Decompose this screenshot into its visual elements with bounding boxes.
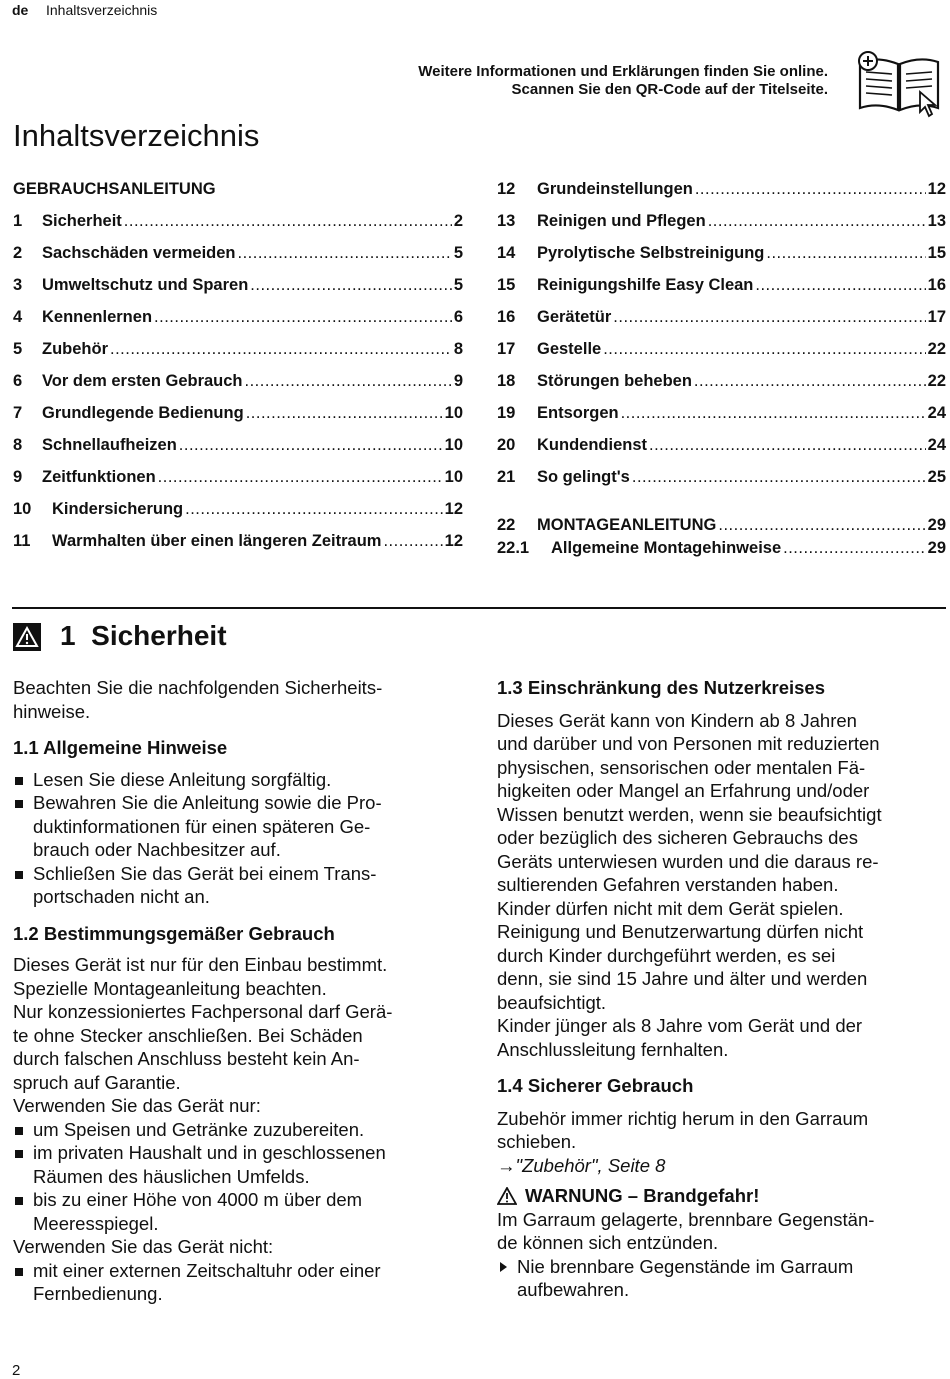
toc-entry-page: 22: [927, 340, 946, 358]
paragraph-line: beaufsichtigt.: [497, 991, 607, 1013]
bullet-line: portschaden nicht an.: [33, 886, 210, 907]
bullet-line: im privaten Haushalt und in geschlossenen: [33, 1142, 386, 1163]
toc-entry-label: Gerätetür: [537, 308, 612, 326]
toc-entry-page: 10: [444, 468, 463, 486]
warning-icon: [13, 623, 41, 651]
online-info: [418, 63, 828, 99]
heading-1-2: 1.2 Bestimmungsgemäßer Gebrauch: [13, 922, 335, 944]
toc-entry-page: 10: [444, 436, 463, 454]
bullet-item: [13, 1118, 463, 1142]
toc-entry-page: 10: [444, 404, 463, 422]
language-code: de: [12, 2, 29, 18]
toc-entry-number: 7: [13, 404, 23, 422]
toc-entry-label: Sicherheit: [42, 212, 122, 230]
bullet-item: [13, 1188, 463, 1235]
toc-entry[interactable]: [13, 308, 463, 330]
nouse-bullet-list: [13, 1259, 463, 1306]
toc-title: Inhaltsverzeichnis: [13, 118, 260, 153]
action-line: Nie brennbare Gegenstände im Garraum: [517, 1255, 854, 1277]
s13-paragraph-3: [497, 920, 947, 1014]
toc-dot-leader: [755, 276, 925, 295]
action-step: [497, 1255, 947, 1302]
toc-entry-number: 9: [13, 468, 23, 486]
warning-heading: [497, 1184, 947, 1208]
toc-entry-label: Allgemeine Montagehinweise: [551, 539, 782, 557]
toc-entry-number: 5: [13, 340, 23, 358]
toc-entry[interactable]: [497, 468, 946, 490]
toc-entry-number: 18: [497, 372, 516, 390]
toc-entry-number: 15: [497, 276, 516, 294]
toc-entry-label: Kennenlernen: [42, 308, 153, 326]
toc-left-heading: GEBRAUCHSANLEITUNG: [13, 180, 216, 198]
toc-entry[interactable]: [13, 532, 463, 554]
toc-entry-number: 8: [13, 436, 23, 454]
paragraph-line: Spezielle Montageanleitung beachten.: [13, 977, 327, 999]
heading-1-3: 1.3 Einschränkung des Nutzerkreises: [497, 677, 825, 698]
toc-dot-leader: [632, 468, 926, 487]
paragraph-line: und darüber und von Personen mit reduzierten: [497, 733, 880, 754]
book-info-icon: [854, 48, 944, 120]
toc-entry-number: 17: [497, 340, 516, 358]
bullet-line: Bewahren Sie die Anleitung sowie die Pro-: [33, 792, 382, 813]
toc-dot-leader: [718, 516, 925, 535]
toc-dot-leader: [649, 436, 926, 455]
section-divider: [12, 607, 946, 609]
toc-entry[interactable]: [13, 404, 463, 426]
toc-entry-label: Grundeinstellungen: [537, 180, 693, 198]
toc-entry-label: Sachschäden vermeiden: [42, 244, 236, 262]
toc-entry-label: Kundendienst: [537, 436, 647, 454]
toc-entry-page: 22: [927, 372, 946, 390]
toc-entry-page: 24: [927, 436, 946, 454]
toc-entry[interactable]: [497, 244, 946, 266]
toc-dot-leader: [179, 436, 443, 455]
s12-paragraph-1: [13, 953, 463, 1000]
toc-entry-number: 20: [497, 436, 516, 454]
paragraph-line: Kinder jünger als 8 Jahre vom Gerät und der: [497, 1015, 863, 1036]
use-intro: Verwenden Sie das Gerät nur:: [13, 1095, 261, 1116]
toc-entry[interactable]: [497, 308, 946, 330]
online-info-line2: Scannen Sie den QR-Code auf der Titelseite.: [511, 81, 828, 98]
s13-paragraph-2: [497, 897, 947, 921]
paragraph-line: Reinigung und Benutzerwartung dürfen nicht: [497, 921, 864, 942]
toc-entry-label: Grundlegende Bedienung: [42, 404, 244, 422]
toc-dot-leader: [158, 468, 443, 487]
toc-entry-number: 16: [497, 308, 516, 326]
toc-entry[interactable]: [497, 404, 946, 426]
nouse-intro: Verwenden Sie das Gerät nicht:: [13, 1236, 274, 1257]
bullet-line: um Speisen und Getränke zuzubereiten.: [33, 1118, 365, 1140]
toc-dot-leader: [783, 539, 926, 558]
toc-entry[interactable]: [13, 340, 463, 362]
intro-line2: hinweise.: [13, 700, 91, 722]
toc-entry-number: 6: [13, 372, 23, 390]
toc-entry[interactable]: [497, 436, 946, 458]
toc-entry-number: 10: [13, 500, 32, 518]
paragraph-line: Dieses Gerät kann von Kindern ab 8 Jahren: [497, 709, 857, 731]
toc-entry-label: Pyrolytische Selbstreinigung: [537, 244, 765, 262]
toc-entry-number: 4: [13, 308, 23, 326]
toc-entry[interactable]: [497, 516, 946, 538]
toc-entry-label: Reinigen und Pflegen: [537, 212, 706, 230]
toc-entry[interactable]: [13, 212, 463, 234]
toc-entry-number: 12: [497, 180, 516, 198]
toc-entry[interactable]: [13, 468, 463, 490]
toc-entry-label: Schnellaufheizen: [42, 436, 177, 454]
toc-entry-page: 5: [453, 276, 463, 294]
toc-dot-leader: [694, 372, 926, 391]
toc-entry-page: 9: [453, 372, 463, 390]
toc-entry-page: 12: [444, 532, 463, 550]
warning-action: [497, 1255, 947, 1302]
toc-entry-page: 13: [927, 212, 946, 230]
toc-entry[interactable]: [13, 276, 463, 298]
toc-entry-label: Störungen beheben: [537, 372, 692, 390]
toc-dot-leader: [185, 500, 443, 519]
toc-dot-leader: [613, 308, 925, 327]
warning-text: [497, 1208, 947, 1255]
toc-entry[interactable]: [497, 539, 946, 561]
paragraph-line: Geräts unterwiesen wurden und die daraus re-: [497, 850, 879, 872]
bullet-item: [13, 768, 463, 792]
toc-entry-page: 15: [927, 244, 946, 262]
toc-entry-label: Gestelle: [537, 340, 602, 358]
paragraph-line: sultierenden Gefahren verstanden haben.: [497, 874, 839, 895]
toc-entry-label: Reinigungshilfe Easy Clean: [537, 276, 754, 294]
toc-entry[interactable]: [13, 244, 463, 266]
toc-dot-leader: [245, 372, 452, 391]
paragraph-line: durch falschen Anschluss besteht kein An-: [13, 1048, 360, 1069]
toc-entry[interactable]: [497, 340, 946, 362]
paragraph-line: oder bezüglich des sicheren Gebrauchs des: [497, 827, 858, 848]
bullet-line: brauch oder Nachbesitzer auf.: [33, 839, 281, 860]
toc-entry-page: 12: [444, 500, 463, 518]
paragraph-line: Zubehör immer richtig herum in den Garraum: [497, 1107, 869, 1129]
toc-entry[interactable]: [497, 372, 946, 394]
toc-entry[interactable]: [13, 500, 463, 522]
page-number: 2: [12, 1362, 21, 1379]
bullet-line: bis zu einer Höhe von 4000 m über dem: [33, 1189, 363, 1210]
section-title-text: Sicherheit: [91, 620, 227, 651]
toc-dot-leader: [250, 276, 452, 295]
bullet-item: [13, 1141, 463, 1188]
s11-bullet-list: [13, 768, 463, 909]
toc-entry-label: Umweltschutz und Sparen: [42, 276, 249, 294]
bullet-line: Schließen Sie das Gerät bei einem Trans-: [33, 862, 377, 884]
bullet-line: Lesen Sie diese Anleitung sorgfältig.: [33, 768, 332, 790]
toc-entry-number: 14: [497, 244, 516, 262]
toc-dot-leader: [110, 340, 452, 359]
warning-line: Im Garraum gelagerte, brennbare Gegenstän-: [497, 1208, 875, 1230]
paragraph-line: te ohne Stecker anschließen. Bei Schäden: [13, 1024, 363, 1046]
toc-entry[interactable]: [13, 436, 463, 458]
toc-entry-number: 1: [13, 212, 23, 230]
paragraph-line: physischen, sensorischen oder mentalen Fä-: [497, 756, 866, 778]
toc-entry-page: 25: [927, 468, 946, 486]
toc-entry[interactable]: [497, 212, 946, 234]
toc-dot-leader: [766, 244, 925, 263]
bullet-line: mit einer externen Zeitschaltuhr oder einer: [33, 1259, 381, 1281]
toc-entry-number: 22.1: [497, 539, 530, 557]
online-info-line1: Weitere Informationen und Erklärungen finden Sie online.: [418, 63, 828, 80]
bullet-line: duktinformationen für einen späteren Ge-: [33, 815, 371, 837]
toc-dot-leader: [246, 404, 443, 423]
toc-entry-page: 24: [927, 404, 946, 422]
heading-1-4: 1.4 Sicherer Gebrauch: [497, 1075, 694, 1096]
bullet-item: [13, 791, 463, 862]
paragraph-line: Wissen benutzt werden, wenn sie beaufsichtigt: [497, 803, 882, 825]
toc-entry-label: MONTAGEANLEITUNG: [537, 516, 717, 534]
bullet-item: [13, 862, 463, 909]
toc-entry-number: 13: [497, 212, 516, 230]
toc-entry-page: 17: [927, 308, 946, 326]
bullet-item: [13, 1259, 463, 1306]
paragraph-line: schieben.: [497, 1131, 577, 1152]
toc-dot-leader: [603, 340, 925, 359]
heading-1-1: 1.1 Allgemeine Hinweise: [13, 737, 228, 758]
toc-entry-number: 22: [497, 516, 516, 534]
toc-entry-number: 11: [13, 532, 31, 550]
toc-entry-label: Entsorgen: [537, 404, 619, 422]
paragraph-line: Anschlussleitung fernhalten.: [497, 1038, 729, 1060]
s13-paragraph-4: [497, 1014, 947, 1061]
toc-entry-page: 29: [927, 539, 946, 557]
s14-paragraph-1: [497, 1107, 947, 1154]
s12-paragraph-2: [13, 1000, 463, 1094]
paragraph-line: denn, sie sind 15 Jahre und älter und werden: [497, 968, 868, 989]
cross-reference-link[interactable]: →"Zubehör", Seite 8: [497, 1154, 666, 1176]
header-section-title: Inhaltsverzeichnis: [46, 2, 158, 18]
warning-triangle-icon: [497, 1187, 517, 1205]
toc-dot-leader: [124, 212, 452, 231]
paragraph-line: durch Kinder durchgeführt werden, es sei: [497, 944, 836, 966]
toc-dot-leader: [238, 244, 452, 263]
toc-entry-label: Zubehör: [42, 340, 108, 358]
toc-dot-leader: [154, 308, 452, 327]
toc-dot-leader: [708, 212, 926, 231]
right-text-column: [497, 676, 947, 1302]
intro-line1: Beachten Sie die nachfolgenden Sicherheits-: [13, 677, 383, 698]
toc-entry[interactable]: [13, 372, 463, 394]
toc-dot-leader: [621, 404, 926, 423]
paragraph-line: Kinder dürfen nicht mit dem Gerät spielen.: [497, 897, 844, 919]
toc-entry-label: Zeitfunktionen: [42, 468, 156, 486]
toc-entry-number: 21: [497, 468, 516, 486]
s13-paragraph-1: [497, 709, 947, 897]
bullet-line: Räumen des häuslichen Umfelds.: [33, 1165, 310, 1187]
toc-entry-label: Warmhalten über einen längeren Zeitraum: [52, 532, 382, 550]
use-bullet-list: [13, 1118, 463, 1236]
paragraph-line: Dieses Gerät ist nur für den Einbau bestimmt.: [13, 954, 388, 975]
toc-entry-number: 19: [497, 404, 516, 422]
paragraph-line: spruch auf Garantie.: [13, 1071, 181, 1093]
toc-entry-label: Vor dem ersten Gebrauch: [42, 372, 243, 390]
section-title: [60, 620, 227, 652]
action-line: aufbewahren.: [517, 1279, 630, 1300]
paragraph-line: Nur konzessioniertes Fachpersonal darf Gerä-: [13, 1001, 393, 1022]
toc-entry[interactable]: [497, 276, 946, 298]
toc-entry-label: So gelingt's: [537, 468, 630, 486]
toc-entry-page: 2: [453, 212, 463, 230]
toc-entry-page: 16: [927, 276, 946, 294]
toc-dot-leader: [383, 532, 442, 551]
left-text-column: [13, 676, 463, 1306]
toc-dot-leader: [695, 180, 926, 199]
bullet-line: Meeresspiegel.: [33, 1212, 159, 1234]
toc-entry-label: Kindersicherung: [52, 500, 184, 518]
paragraph-line: higkeiten oder Mangel an Erfahrung und/oder: [497, 780, 870, 801]
toc-entry-page: 5: [453, 244, 463, 262]
toc-entry-number: 2: [13, 244, 23, 262]
toc-entry-page: 12: [927, 180, 946, 198]
warning-title: WARNUNG – Brandgefahr!: [525, 1185, 760, 1206]
bullet-line: Fernbedienung.: [33, 1283, 163, 1304]
toc-entry[interactable]: [497, 180, 946, 202]
toc-entry-page: 8: [453, 340, 463, 358]
section-number: 1: [60, 620, 76, 651]
toc-entry-page: 29: [927, 516, 946, 534]
toc-entry-number: 3: [13, 276, 23, 294]
warning-line: de können sich entzünden.: [497, 1232, 719, 1253]
toc-entry-page: 6: [453, 308, 463, 326]
